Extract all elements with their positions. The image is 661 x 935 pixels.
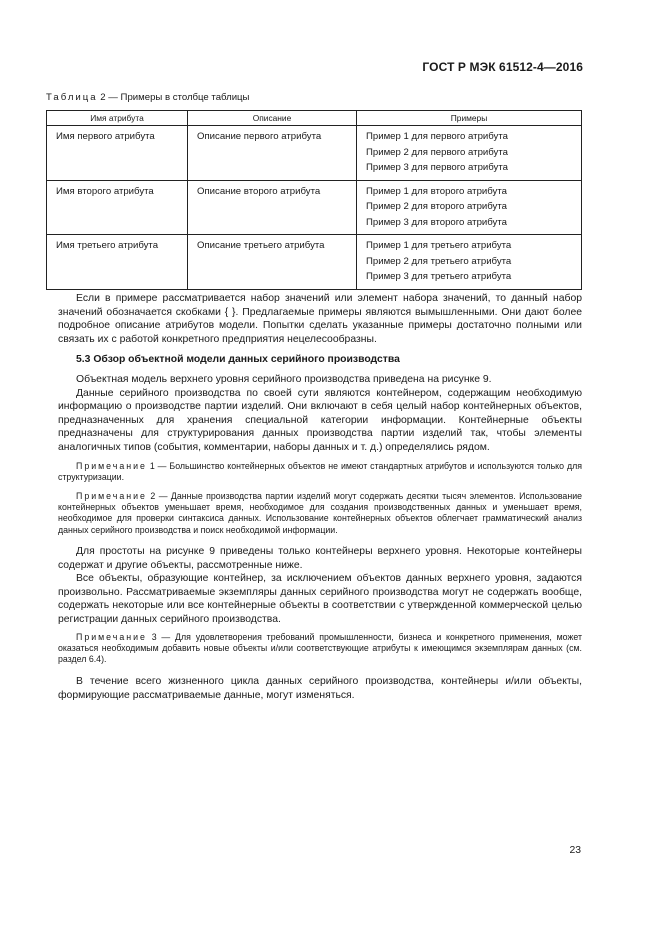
- table-row: [47, 235, 582, 290]
- example-line: Пример 2 для первого атрибута: [366, 146, 508, 158]
- table-caption-label: Таблица: [46, 92, 98, 103]
- example-line: Пример 3 для третьего атрибута: [366, 271, 512, 282]
- table-row: [47, 126, 582, 181]
- note-2: [58, 491, 582, 536]
- example-line: Пример 3 для первого атрибута: [366, 162, 508, 173]
- example-line: Пример 1 для первого атрибута: [366, 131, 508, 142]
- note-text: 1 — Большинство контейнерных объектов не имеют стандартных атрибутов и используются только для структуризации.: [58, 461, 582, 483]
- paragraph-block: [58, 675, 582, 702]
- column-header-name: Имя атрибута: [47, 111, 188, 126]
- paragraph-block: [58, 373, 582, 455]
- page-number: 23: [569, 845, 581, 856]
- note-text: 3 — Для удовлетворения требований промышленности, бизнеса и конкретного применения, может оказаться необходимым добавить новые объекты и/или соответствующие атрибуты к имеющимся экземплярам данных (см. раздел 6.4).: [58, 632, 582, 665]
- attribute-description-cell: Описание третьего атрибута: [188, 235, 357, 290]
- paragraph: В течение всего жизненного цикла данных серийного производства, контейнеры и/или объекты, формирующие рассматриваемые данные, могут изменяться.: [58, 676, 582, 701]
- column-header-examples: Примеры: [357, 111, 582, 126]
- note-label: Примечание: [76, 632, 147, 642]
- note-paragraph: [58, 461, 582, 483]
- table-row: [47, 180, 582, 235]
- example-line: Пример 1 для третьего атрибута: [366, 240, 512, 251]
- note-label: Примечание: [76, 461, 147, 471]
- table-header-row: [47, 111, 582, 126]
- column-header-description: Описание: [188, 111, 357, 126]
- paragraph: Данные серийного производства по своей сути являются контейнером, содержащим необходимую информацию о производстве партии изделий. Они включают в себя целый набор контейнерных объектов, предназначенных для хранения специальной категории информации. Контейнерные объекты предназначены для структурирования данных производства партии изделий так, чтобы элементы аналогичных типов (события, комментарии, наборы данных и т. д.) определялись рядом.: [58, 387, 582, 453]
- note-1: [58, 461, 582, 483]
- paragraph: Если в примере рассматривается набор значений или элемент набора значений, то данный набор значений обозначается скобками { }. Предлагаемые примеры являются вымышленными. Они дают более подробное описание атрибутов модели. Попытки сделать указанные примеры достаточно полными или связать их с работой конкретного предприятия нецелесообразны.: [58, 293, 582, 345]
- attribute-examples-cell: [357, 235, 582, 290]
- attributes-table: [46, 110, 582, 290]
- attribute-name-cell: Имя третьего атрибута: [47, 235, 188, 290]
- note-label: Примечание: [76, 491, 147, 501]
- table-caption: [46, 92, 249, 103]
- document-header: ГОСТ Р МЭК 61512-4—2016: [422, 60, 583, 74]
- paragraph-block: [58, 545, 582, 627]
- note-3: [58, 632, 582, 666]
- note-text: 2 — Данные производства партии изделий могут содержать десятки тысяч элементов. Использование контейнерных объектов уменьшает время, необходимое для создания производственных данных и уменьшает время, необходимое для проверки синтаксиса данных. Использование контейнерных объектов облегчает грамматический анализ данных серийного производства и поиск необходимой информации.: [58, 491, 582, 535]
- paragraph: Для простоты на рисунке 9 приведены только контейнеры верхнего уровня. Некоторые контейнеры содержат и другие объекты, рассмотренные ниже.: [58, 546, 582, 571]
- attribute-name-cell: Имя второго атрибута: [47, 180, 188, 235]
- example-line: Пример 1 для второго атрибута: [366, 185, 507, 197]
- table-caption-text: 2 — Примеры в столбце таблицы: [97, 92, 250, 103]
- note-paragraph: [58, 491, 582, 536]
- paragraph: Все объекты, образующие контейнер, за исключением объектов данных верхнего уровня, задаются произвольно. Рассматриваемые экземпляры данных серийного производства могут не содержать вообще, содержать некоторые или все контейнерные объекты в соответствии с утвержденной коммерческой целью регистрации данных серийного производства.: [58, 573, 582, 625]
- attribute-examples-cell: [357, 180, 582, 235]
- example-line: Пример 3 для второго атрибута: [366, 216, 507, 228]
- note-paragraph: [58, 632, 582, 666]
- example-line: Пример 2 для третьего атрибута: [366, 255, 512, 267]
- attribute-name-cell: Имя первого атрибута: [47, 126, 188, 181]
- paragraph: Объектная модель верхнего уровня серийного производства приведена на рисунке 9.: [76, 374, 492, 385]
- paragraph-block: [58, 292, 582, 346]
- example-line: Пример 2 для второго атрибута: [366, 201, 507, 212]
- attribute-examples-cell: [357, 126, 582, 181]
- attribute-description-cell: Описание второго атрибута: [188, 180, 357, 235]
- attribute-description-cell: Описание первого атрибута: [188, 126, 357, 181]
- section-title: 5.3 Обзор объектной модели данных серийного производства: [76, 354, 400, 365]
